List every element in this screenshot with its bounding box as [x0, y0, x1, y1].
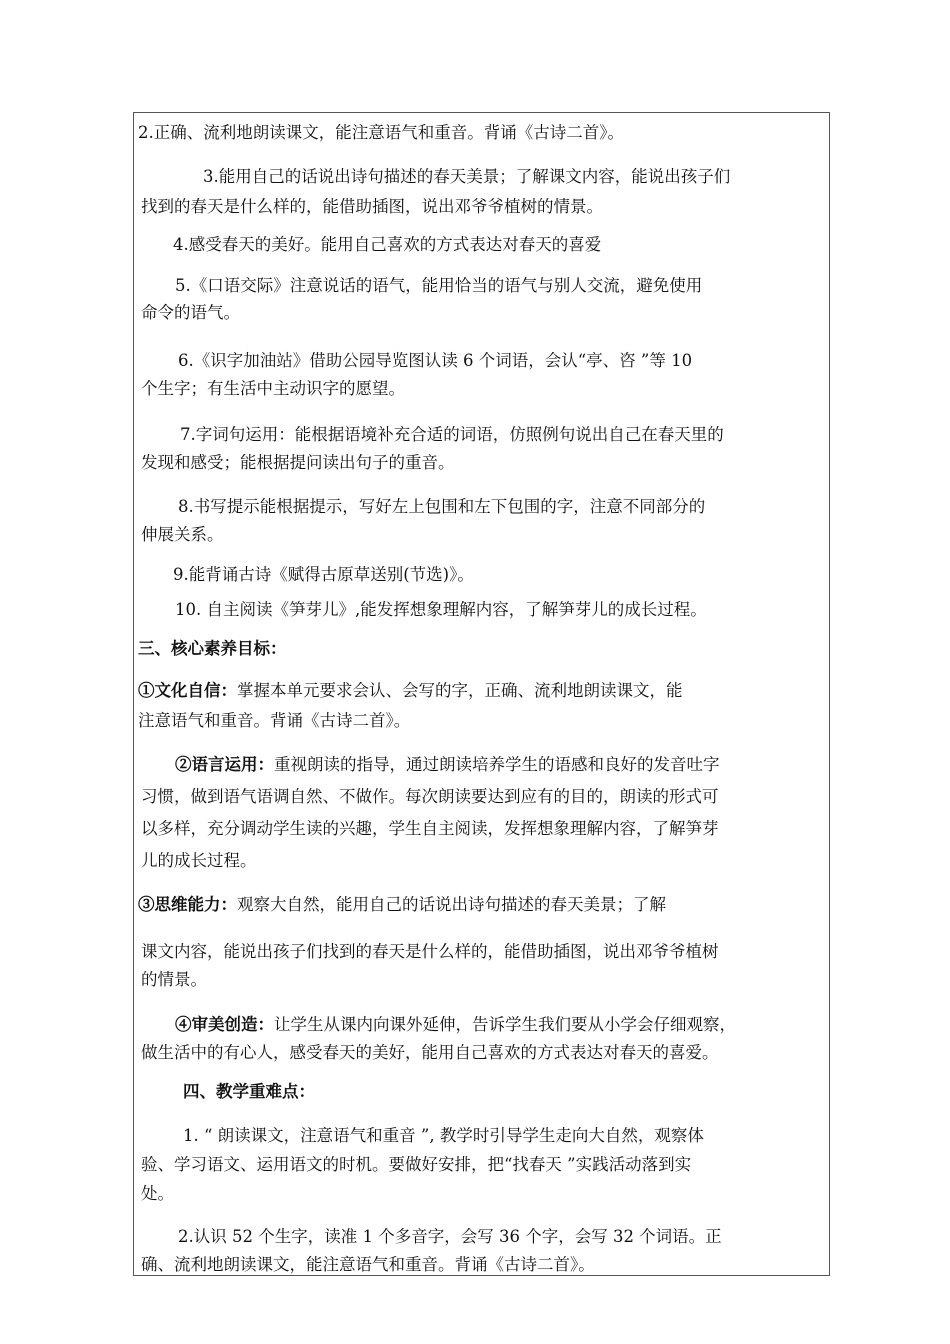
key-point-2-line-2: 确、流利地朗读课文，能注意语气和重音。背诵《古诗二首》。: [141, 1255, 595, 1274]
culture-line-1: [138, 676, 683, 706]
culture-line-2: 注意语气和重音。背诵《古诗二首》。: [138, 711, 411, 730]
aesthetic-label: ④审美创造：: [175, 1015, 274, 1034]
key-point-1-line-1: 1. “ 朗读课文，注意语气和重音 ”, 教学时引导学生走向大自然，观察体: [183, 1126, 704, 1145]
culture-text-1: 掌握本单元要求会认、会写的字，正确、流利地朗读课文，能: [237, 681, 683, 700]
aesthetic-text-1: 让学生从课内向课外延伸，告诉学生我们要从小学会仔细观察，: [274, 1015, 736, 1034]
goal-5-line-2: 命令的语气。: [141, 303, 240, 322]
thinking-line-3: 的情景。: [141, 970, 207, 989]
goal-6-line-1: 6.《识字加油站》借助公园导览图认读 6 个词语，会认“亭、咨 ”等 10: [178, 351, 693, 370]
section-4-title: 四、教学重难点：: [183, 1082, 315, 1101]
language-line-1: [175, 750, 720, 780]
goal-9: 9.能背诵古诗《赋得古原草送别(节选)》。: [173, 565, 474, 584]
language-line-4: 儿的成长过程。: [141, 851, 257, 870]
language-line-3: 以多样，充分调动学生读的兴趣，学生自主阅读，发挥想象理解内容，了解笋芽: [141, 819, 719, 838]
key-point-1-line-2: 验、学习语文、运用语文的时机。要做好安排，把“找春天 ”实践活动落到实: [141, 1155, 692, 1174]
key-point-2-line-1: 2.认识 52 个生字，读准 1 个多音字，会写 36 个字，会写 32 个词语。正: [178, 1227, 722, 1246]
thinking-line-1: [138, 890, 666, 920]
language-label: ②语言运用：: [175, 755, 274, 774]
aesthetic-line-1: [175, 1010, 736, 1040]
language-text-1: 重视朗读的指导，通过朗读培养学生的语感和良好的发音吐字: [274, 755, 720, 774]
goal-7-line-1: 7.字词句运用：能根据语境补充合适的词语，仿照例句说出自己在春天里的: [180, 425, 724, 444]
thinking-line-2: 课文内容，能说出孩子们找到的春天是什么样的，能借助插图，说出邓爷爷植树: [141, 942, 719, 961]
goal-8-line-2: 伸展关系。: [141, 525, 224, 544]
goal-10: 10. 自主阅读《笋芽儿》,能发挥想象理解内容，了解笋芽儿的成长过程。: [175, 600, 707, 619]
goal-8-line-1: 8.书写提示能根据提示，写好左上包围和左下包围的字，注意不同部分的: [178, 497, 706, 516]
goal-4: 4.感受春天的美好。能用自己喜欢的方式表达对春天的喜爱: [173, 235, 602, 254]
goal-3-line-1: 3.能用自己的话说出诗句描述的春天美景；了解课文内容，能说出孩子们: [203, 167, 731, 186]
goal-7-line-2: 发现和感受；能根据提问读出句子的重音。: [141, 453, 455, 472]
key-point-1-line-3: 处。: [141, 1184, 174, 1203]
aesthetic-line-2: 做生活中的有心人，感受春天的美好，能用自己喜欢的方式表达对春天的喜爱。: [141, 1043, 719, 1062]
goal-5-line-1: 5.《口语交际》注意说话的语气，能用恰当的语气与别人交流，避免使用: [175, 276, 703, 295]
culture-label: ①文化自信：: [138, 681, 237, 700]
goal-6-line-2: 个生字；有生活中主动识字的愿望。: [141, 379, 405, 398]
goal-2: 2.正确、流利地朗读课文，能注意语气和重音。背诵《古诗二首》。: [138, 123, 624, 142]
thinking-text-1: 观察大自然，能用自己的话说出诗句描述的春天美景；了解: [237, 895, 666, 914]
goal-3-line-2: 找到的春天是什么样的，能借助插图，说出邓爷爷植树的情景。: [141, 197, 603, 216]
thinking-label: ③思维能力：: [138, 895, 237, 914]
language-line-2: 习惯，做到语气语调自然、不做作。每次朗读要达到应有的目的，朗读的形式可: [141, 787, 719, 806]
section-3-title: 三、核心素养目标：: [138, 639, 287, 658]
